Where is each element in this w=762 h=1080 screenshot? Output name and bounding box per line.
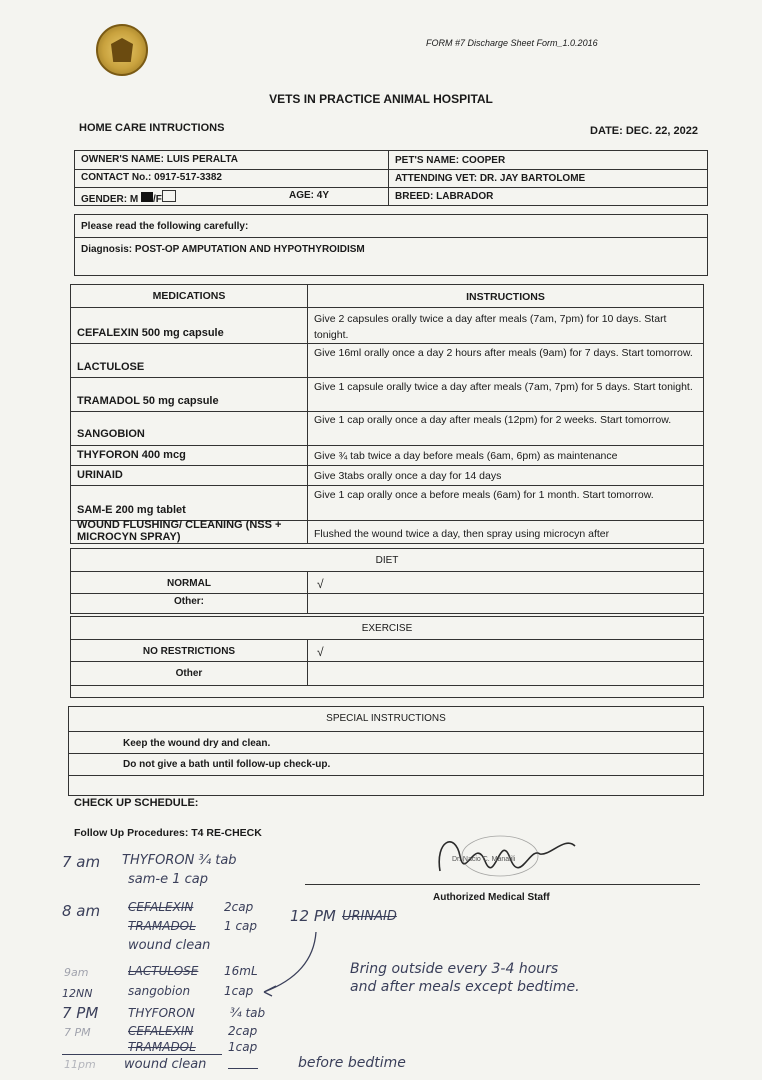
med-name: WOUND FLUSHING/ CLEANING (NSS + MICROCYN SPRAY) — [77, 519, 282, 543]
section-title: HOME CARE INTRUCTIONS — [79, 122, 225, 134]
hw-entry: sangobion — [128, 984, 191, 998]
age: AGE: 4Y — [289, 190, 330, 201]
med-instruction: Give ¾ tab twice a day before meals (6am, 6pm) as maintenance — [314, 450, 618, 462]
medications-table — [70, 284, 704, 544]
hw-dose: 1cap — [228, 1040, 258, 1054]
owner-name: OWNER'S NAME: LUIS PERALTA — [81, 154, 239, 165]
hw-entry: CEFALEXIN — [128, 1024, 194, 1038]
hospital-logo-seal — [96, 24, 148, 76]
hw-arrow — [256, 930, 326, 1000]
hospital-name: VETS IN PRACTICE ANIMAL HOSPITAL — [269, 92, 493, 106]
med-instruction: Give 1 cap orally once a day after meals (12pm) for 2 weeks. Start tomorrow. — [314, 414, 672, 426]
hw-entry: sam-e 1 cap — [128, 872, 208, 887]
hw-time: 9am — [64, 966, 89, 979]
hw-entry: TRAMADOL — [128, 919, 196, 933]
checkup-schedule-label: CHECK UP SCHEDULE: — [74, 797, 199, 809]
hw-dose: ¾ tab — [230, 1006, 266, 1020]
med-instruction: Give 2 capsules orally twice a day after meals (7am, 7pm) for 10 days. Start tonight. — [314, 313, 667, 341]
med-name: THYFORON 400 mcg — [77, 449, 186, 461]
hw-note: Bring outside every 3-4 hours — [350, 961, 559, 977]
special-instructions-section — [68, 706, 704, 796]
med-instruction: Give 1 capsule orally twice a day after meals (7am, 7pm) for 5 days. Start tonight. — [314, 381, 693, 393]
hw-dose: 16mL — [224, 964, 258, 978]
patient-info-box — [74, 150, 708, 206]
diagnosis-box — [74, 214, 708, 276]
diet-section — [70, 548, 704, 614]
signature-stamp: Dr. Nacio C. Manalili — [452, 856, 516, 863]
hw-entry: CEFALEXIN — [128, 900, 194, 914]
hw-time: 12NN — [62, 987, 93, 1000]
med-name: TRAMADOL 50 mg capsule — [77, 395, 219, 407]
hw-time: 7 am — [62, 853, 101, 871]
med-instruction: Give 1 cap orally once a before meals (6am) for 1 month. Start tomorrow. — [314, 489, 654, 501]
diet-check: √ — [317, 577, 324, 591]
special-title: SPECIAL INSTRUCTIONS — [326, 713, 446, 724]
hw-time: 7 PM — [64, 1026, 91, 1039]
med-name: URINAID — [77, 469, 123, 481]
hw-entry: wound clean — [124, 1057, 207, 1072]
hw-time: 12 PM — [290, 907, 336, 925]
exercise-section — [70, 616, 704, 698]
instructions-header: INSTRUCTIONS — [466, 291, 545, 303]
form-number: FORM #7 Discharge Sheet Form_1.0.2016 — [426, 38, 598, 48]
special-line: Do not give a bath until follow-up check-up. — [123, 759, 331, 770]
med-name: SAM-E 200 mg tablet — [77, 504, 186, 516]
hw-entry: LACTULOSE — [128, 964, 199, 978]
follow-up-procedures: Follow Up Procedures: T4 RE-CHECK — [74, 827, 262, 839]
date: DATE: DEC. 22, 2022 — [590, 125, 699, 137]
exercise-title: EXERCISE — [361, 623, 413, 634]
exercise-check: √ — [317, 645, 324, 659]
hw-entry: URINAID — [342, 909, 397, 924]
diet-other: Other: — [174, 596, 204, 607]
hw-note: before bedtime — [298, 1055, 406, 1071]
diagnosis-text: Diagnosis: POST-OP AMPUTATION AND HYPOTHYROIDISM — [81, 244, 365, 255]
hw-dose: 1cap — [224, 984, 254, 998]
hw-time: 8 am — [62, 902, 101, 920]
hw-entry: THYFORON ¾ tab — [122, 853, 237, 868]
hw-dose: 2cap — [228, 1024, 258, 1038]
notice-text: Please read the following carefully: — [81, 221, 249, 232]
hw-dose: 2cap — [224, 900, 254, 914]
diet-title: DIET — [375, 555, 399, 566]
diet-normal: NORMAL — [167, 578, 211, 589]
attending-vet: ATTENDING VET: DR. JAY BARTOLOME — [395, 173, 586, 184]
breed: BREED: LABRADOR — [395, 191, 494, 202]
contact-number: CONTACT No.: 0917-517-3382 — [81, 172, 222, 183]
med-instruction: Flushed the wound twice a day, then spray using microcyn after — [314, 528, 610, 540]
med-instruction: Give 3tabs orally once a day for 14 days — [314, 470, 502, 482]
med-name: CEFALEXIN 500 mg capsule — [77, 327, 224, 339]
exercise-other: Other — [175, 668, 203, 679]
medications-header: MEDICATIONS — [152, 290, 226, 302]
hw-time: 11pm — [64, 1058, 96, 1071]
hw-entry: THYFORON — [128, 1006, 195, 1020]
hw-entry: TRAMADOL — [128, 1040, 196, 1054]
exercise-no-restrictions: NO RESTRICTIONS — [142, 646, 236, 657]
special-line: Keep the wound dry and clean. — [123, 738, 271, 749]
authorized-staff: Authorized Medical Staff — [433, 892, 550, 903]
hw-dose: 1 cap — [224, 919, 258, 933]
gender: GENDER: M /F — [81, 190, 176, 205]
med-instruction: Give 16ml orally once a day 2 hours after meals (9am) for 7 days. Start tomorrow. — [314, 347, 693, 359]
pet-name: PET'S NAME: COOPER — [395, 155, 506, 166]
hw-note: and after meals except bedtime. — [350, 979, 580, 995]
hw-time: 7 PM — [62, 1004, 99, 1022]
med-name: SANGOBION — [77, 428, 145, 440]
med-name: LACTULOSE — [77, 361, 145, 373]
hw-entry: wound clean — [128, 938, 211, 953]
